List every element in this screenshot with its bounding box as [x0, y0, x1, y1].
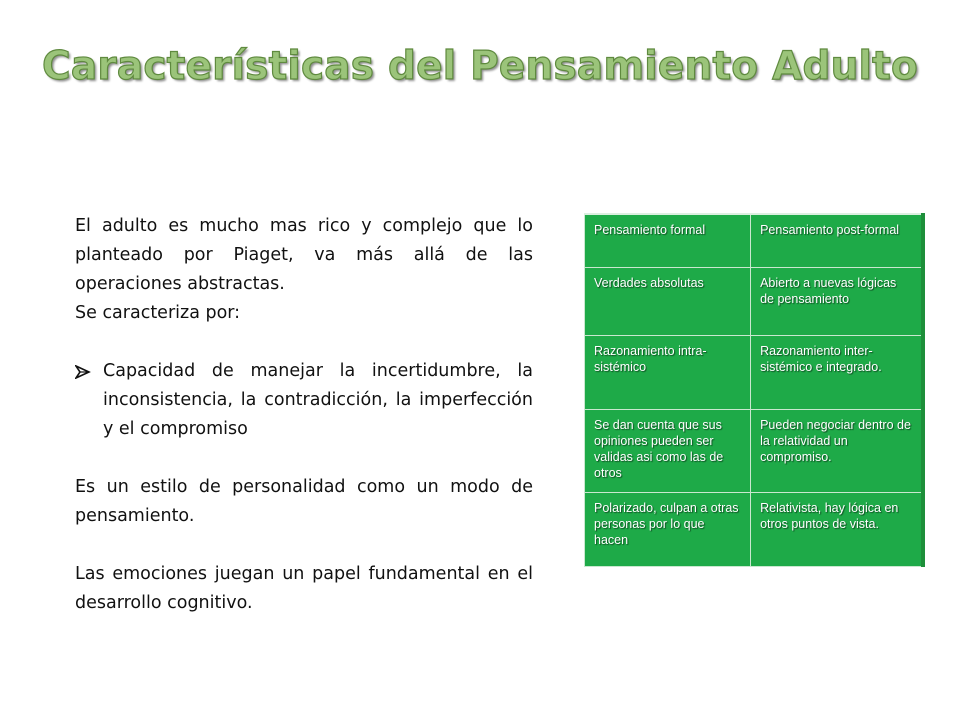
table-row [585, 410, 924, 493]
table-cell: Relativista, hay lógica en otros puntos de vista. [751, 493, 923, 567]
bullet-item [75, 357, 533, 444]
comparison-table [584, 213, 925, 567]
table-cell: Abierto a nuevas lógicas de pensamiento [751, 268, 923, 336]
personality-paragraph: Es un estilo de personalidad como un modo de pensamiento. [75, 477, 533, 526]
body-text-block [75, 212, 533, 618]
intro-paragraph: El adulto es mucho mas rico y complejo que lo planteado por Piaget, va más allá de las operaciones abstractas. [75, 216, 533, 294]
spacer [75, 531, 533, 560]
arrow-bullet-icon [75, 365, 93, 379]
table-cell: Verdades absolutas [585, 268, 751, 336]
table-cell: Razonamiento intra-sistémico [585, 336, 751, 410]
table-cell: Polarizado, culpan a otras personas por lo que hacen [585, 493, 751, 567]
table-row [585, 336, 924, 410]
table-row [585, 493, 924, 567]
spacer [75, 444, 533, 473]
table-cell: Razonamiento inter-sistémico e integrado. [751, 336, 923, 410]
bullet-text: Capacidad de manejar la incertidumbre, la inconsistencia, la contradicción, la imperfección y el compromiso [103, 361, 533, 439]
characterized-by-label: Se caracteriza por: [75, 303, 241, 323]
table-cell: Pueden negociar dentro de la relatividad un compromiso. [751, 410, 923, 493]
table-cell: Pensamiento formal [585, 214, 751, 268]
emotions-paragraph: Las emociones juegan un papel fundamental en el desarrollo cognitivo. [75, 564, 533, 613]
table-row [585, 214, 924, 268]
table-cell: Se dan cuenta que sus opiniones pueden ser validas asi como las de otros [585, 410, 751, 493]
table-cell: Pensamiento post-formal [751, 214, 923, 268]
slide-title: Características del Pensamiento Adulto [42, 44, 918, 89]
table-row [585, 268, 924, 336]
spacer [75, 328, 533, 357]
